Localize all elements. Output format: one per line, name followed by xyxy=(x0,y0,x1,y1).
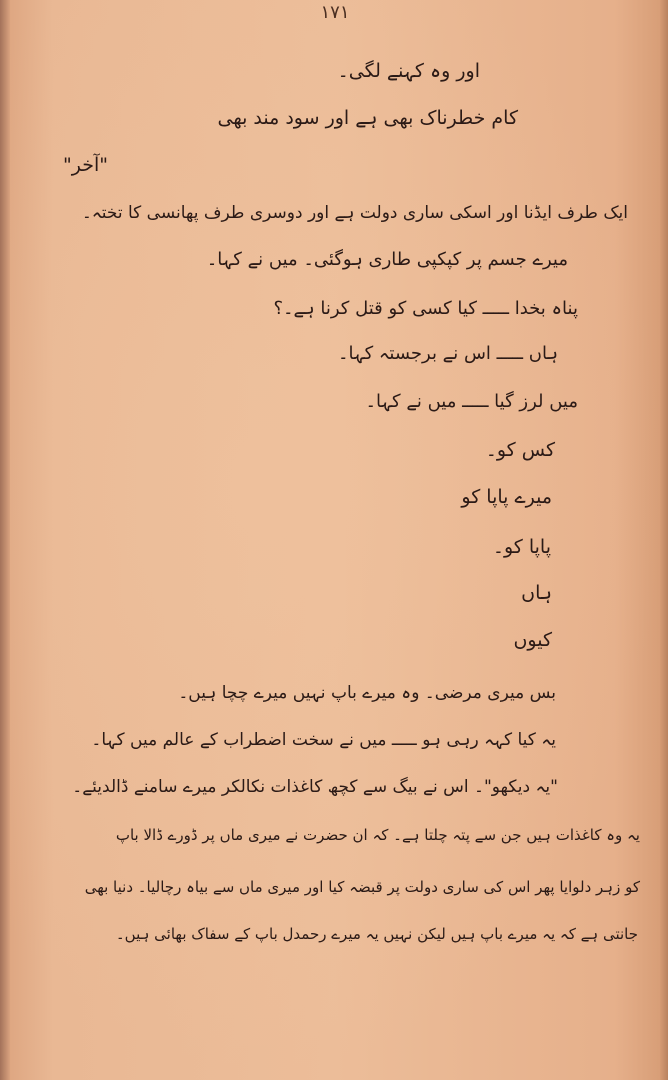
text-line-19: جانتی ہے کہ یہ میرے باپ ہیں لیکن نہیں یہ میرے رحمدل باپ کے سفاک بھائی ہیں۔ xyxy=(115,925,638,943)
text-line-5: میرے جسم پر کپکپی طاری ہوگئی۔ میں نے کہا۔ xyxy=(206,249,568,270)
page-number: ۱۷۱ xyxy=(320,2,350,23)
text-line-1: اور وہ کہنے لگی۔ xyxy=(337,60,480,82)
text-line-4: ایک طرف ایڈنا اور اسکی ساری دولت ہے اور دوسری طرف پھانسی کا تختہ۔ xyxy=(81,203,628,223)
text-line-12: ہاں xyxy=(521,582,552,604)
text-line-18: کو زہر دلوایا پھر اس کی ساری دولت پر قبضہ کیا اور میری ماں سے بیاہ رچالیا۔ دنیا بھی xyxy=(84,878,640,896)
text-line-2: کام خطرناک بھی ہے اور سود مند بھی xyxy=(217,107,518,129)
text-line-11: پاپا کو۔ xyxy=(492,536,551,558)
text-line-15: یہ کیا کہہ رہی ہو ـــــ میں نے سخت اضطراب کے عالم میں کہا۔ xyxy=(91,730,556,750)
text-line-16: "یہ دیکھو"۔ اس نے بیگ سے کچھ کاغذات نکالکر میرے سامنے ڈالدیئے۔ xyxy=(72,777,558,797)
text-line-3: "آخر" xyxy=(63,154,108,176)
text-line-8: میں لرز گیا ـــــ میں نے کہا۔ xyxy=(365,391,578,412)
page-right-edge xyxy=(660,0,668,1080)
text-line-7: ہاں ـــــ اس نے برجستہ کہا۔ xyxy=(337,343,558,364)
text-line-17: یہ وہ کاغذات ہیں جن سے پتہ چلتا ہے۔ کہ ان حضرت نے میری ماں پر ڈورے ڈالا باپ xyxy=(115,826,640,844)
text-line-13: کیوں xyxy=(513,629,552,651)
text-line-10: میرے پاپا کو xyxy=(461,486,552,508)
text-line-14: بس میری مرضی۔ وہ میرے باپ نہیں میرے چچا ہیں۔ xyxy=(178,683,556,703)
text-line-6: پناہ بخدا ـــــ کیا کسی کو قتل کرنا ہے۔؟ xyxy=(273,298,578,319)
text-line-9: کس کو۔ xyxy=(485,439,555,461)
page-left-edge xyxy=(0,0,10,1080)
